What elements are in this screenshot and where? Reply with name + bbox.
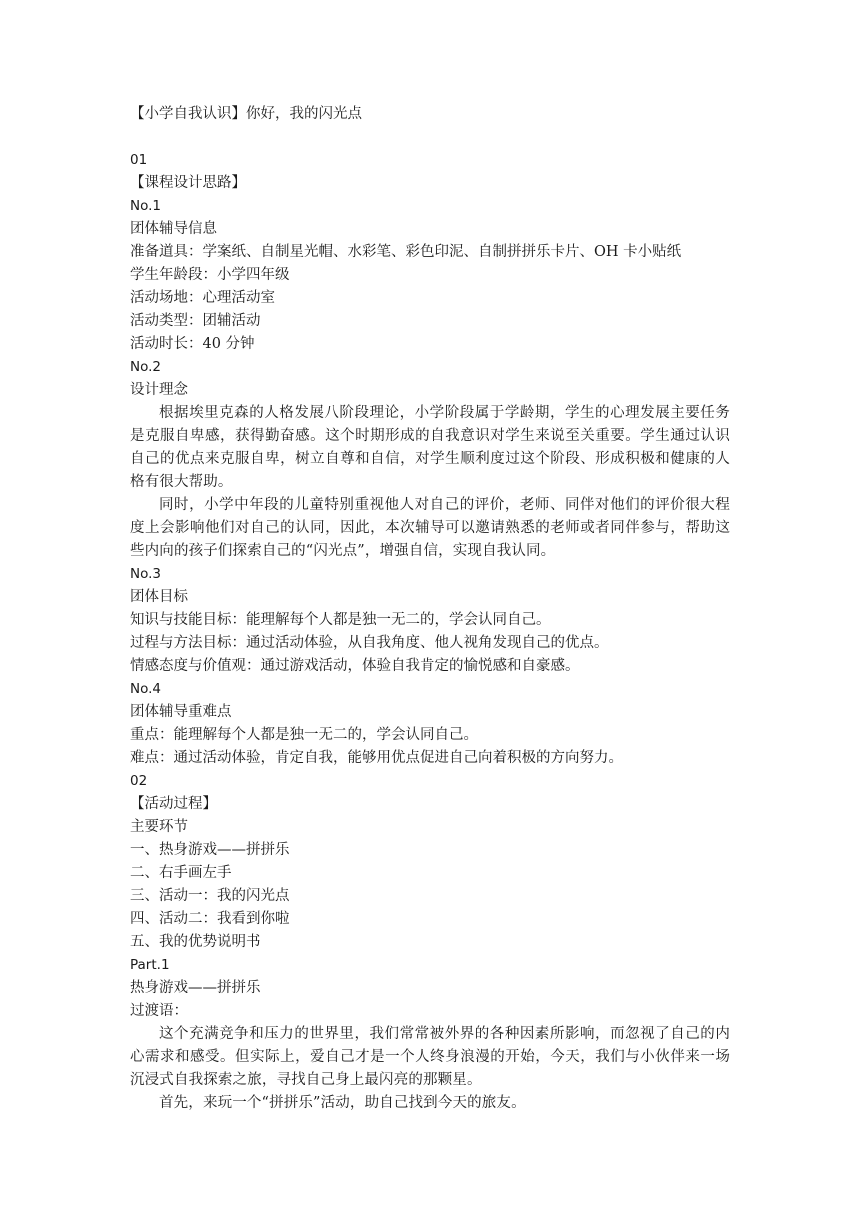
key-point: 重点：能理解每个人都是独一无二的，学会认同自己。 <box>130 727 478 743</box>
no3-label: No.3 <box>130 566 162 582</box>
info-line-type: 活动类型：团辅活动 <box>130 313 261 329</box>
info-line-props: 准备道具：学案纸、自制星光帽、水彩笔、彩色印泥、自制拼拼乐卡片、OH 卡小贴纸 <box>130 244 682 260</box>
section-heading-design: 【课程设计思路】 <box>130 175 246 191</box>
document-page <box>130 103 730 1115</box>
part1-title: 热身游戏——拼拼乐 <box>130 980 261 996</box>
no4-label: No.4 <box>130 681 162 697</box>
design-paragraph-1: 根据埃里克森的人格发展八阶段理论，小学阶段属于学龄期，学生的心理发展主要任务是克服自卑感，获得勤奋感。这个时期形成的自我意识对学生来说至关重要。学生通过认识自己的优点来克服自卑，树立自尊和自信，对学生顺利度过这个阶段、形成积极和健康的人格有很大帮助。 <box>130 405 730 490</box>
no2-title: 设计理念 <box>130 382 188 398</box>
no2-label: No.2 <box>130 359 162 375</box>
step-item-1: 一、热身游戏——拼拼乐 <box>130 842 290 858</box>
step-item-3: 三、活动一：我的闪光点 <box>130 888 290 904</box>
difficult-point: 难点：通过活动体验，肯定自我，能够用优点促进自己向着积极的方向努力。 <box>130 750 623 766</box>
section-number-02: 02 <box>130 773 148 789</box>
no1-label: No.1 <box>130 198 162 214</box>
design-paragraph-2: 同时，小学中年段的儿童特别重视他人对自己的评价，老师、同伴对他们的评价很大程度上会影响他们对自己的认同，因此，本次辅导可以邀请熟悉的老师或者同伴参与，帮助这些内向的孩子们探索自己的“闪光点”，增强自信，实现自我认同。 <box>130 497 730 559</box>
section-heading-process: 【活动过程】 <box>130 796 217 812</box>
no1-title: 团体辅导信息 <box>130 221 217 237</box>
transition-paragraph-1: 这个充满竞争和压力的世界里，我们常常被外界的各种因素所影响，而忽视了自己的内心需求和感受。但实际上，爱自己才是一个人终身浪漫的开始，今天，我们与小伙伴来一场沉浸式自我探索之旅，寻找自己身上最闪亮的那颗星。 <box>130 1026 730 1088</box>
step-item-2: 二、右手画左手 <box>130 865 232 881</box>
no3-title: 团体目标 <box>130 589 188 605</box>
goal-process: 过程与方法目标：通过活动体验，从自我角度、他人视角发现自己的优点。 <box>130 635 609 651</box>
step-item-4: 四、活动二：我看到你啦 <box>130 911 290 927</box>
goal-emotion: 情感态度与价值观：通过游戏活动，体验自我肯定的愉悦感和自豪感。 <box>130 658 580 674</box>
section-number-01: 01 <box>130 152 148 168</box>
document-title: 【小学自我认识】你好，我的闪光点 <box>130 106 362 122</box>
transition-label: 过渡语： <box>130 1003 188 1019</box>
info-line-duration: 活动时长：40 分钟 <box>130 336 255 352</box>
info-line-age: 学生年龄段：小学四年级 <box>130 267 290 283</box>
step-item-5: 五、我的优势说明书 <box>130 934 261 950</box>
info-line-venue: 活动场地：心理活动室 <box>130 290 275 306</box>
no4-title: 团体辅导重难点 <box>130 704 232 720</box>
main-steps-title: 主要环节 <box>130 819 188 835</box>
part1-label: Part.1 <box>130 957 170 973</box>
transition-paragraph-2: 首先，来玩一个“拼拼乐”活动，助自己找到今天的旅友。 <box>159 1095 526 1111</box>
goal-knowledge: 知识与技能目标：能理解每个人都是独一无二的，学会认同自己。 <box>130 612 551 628</box>
